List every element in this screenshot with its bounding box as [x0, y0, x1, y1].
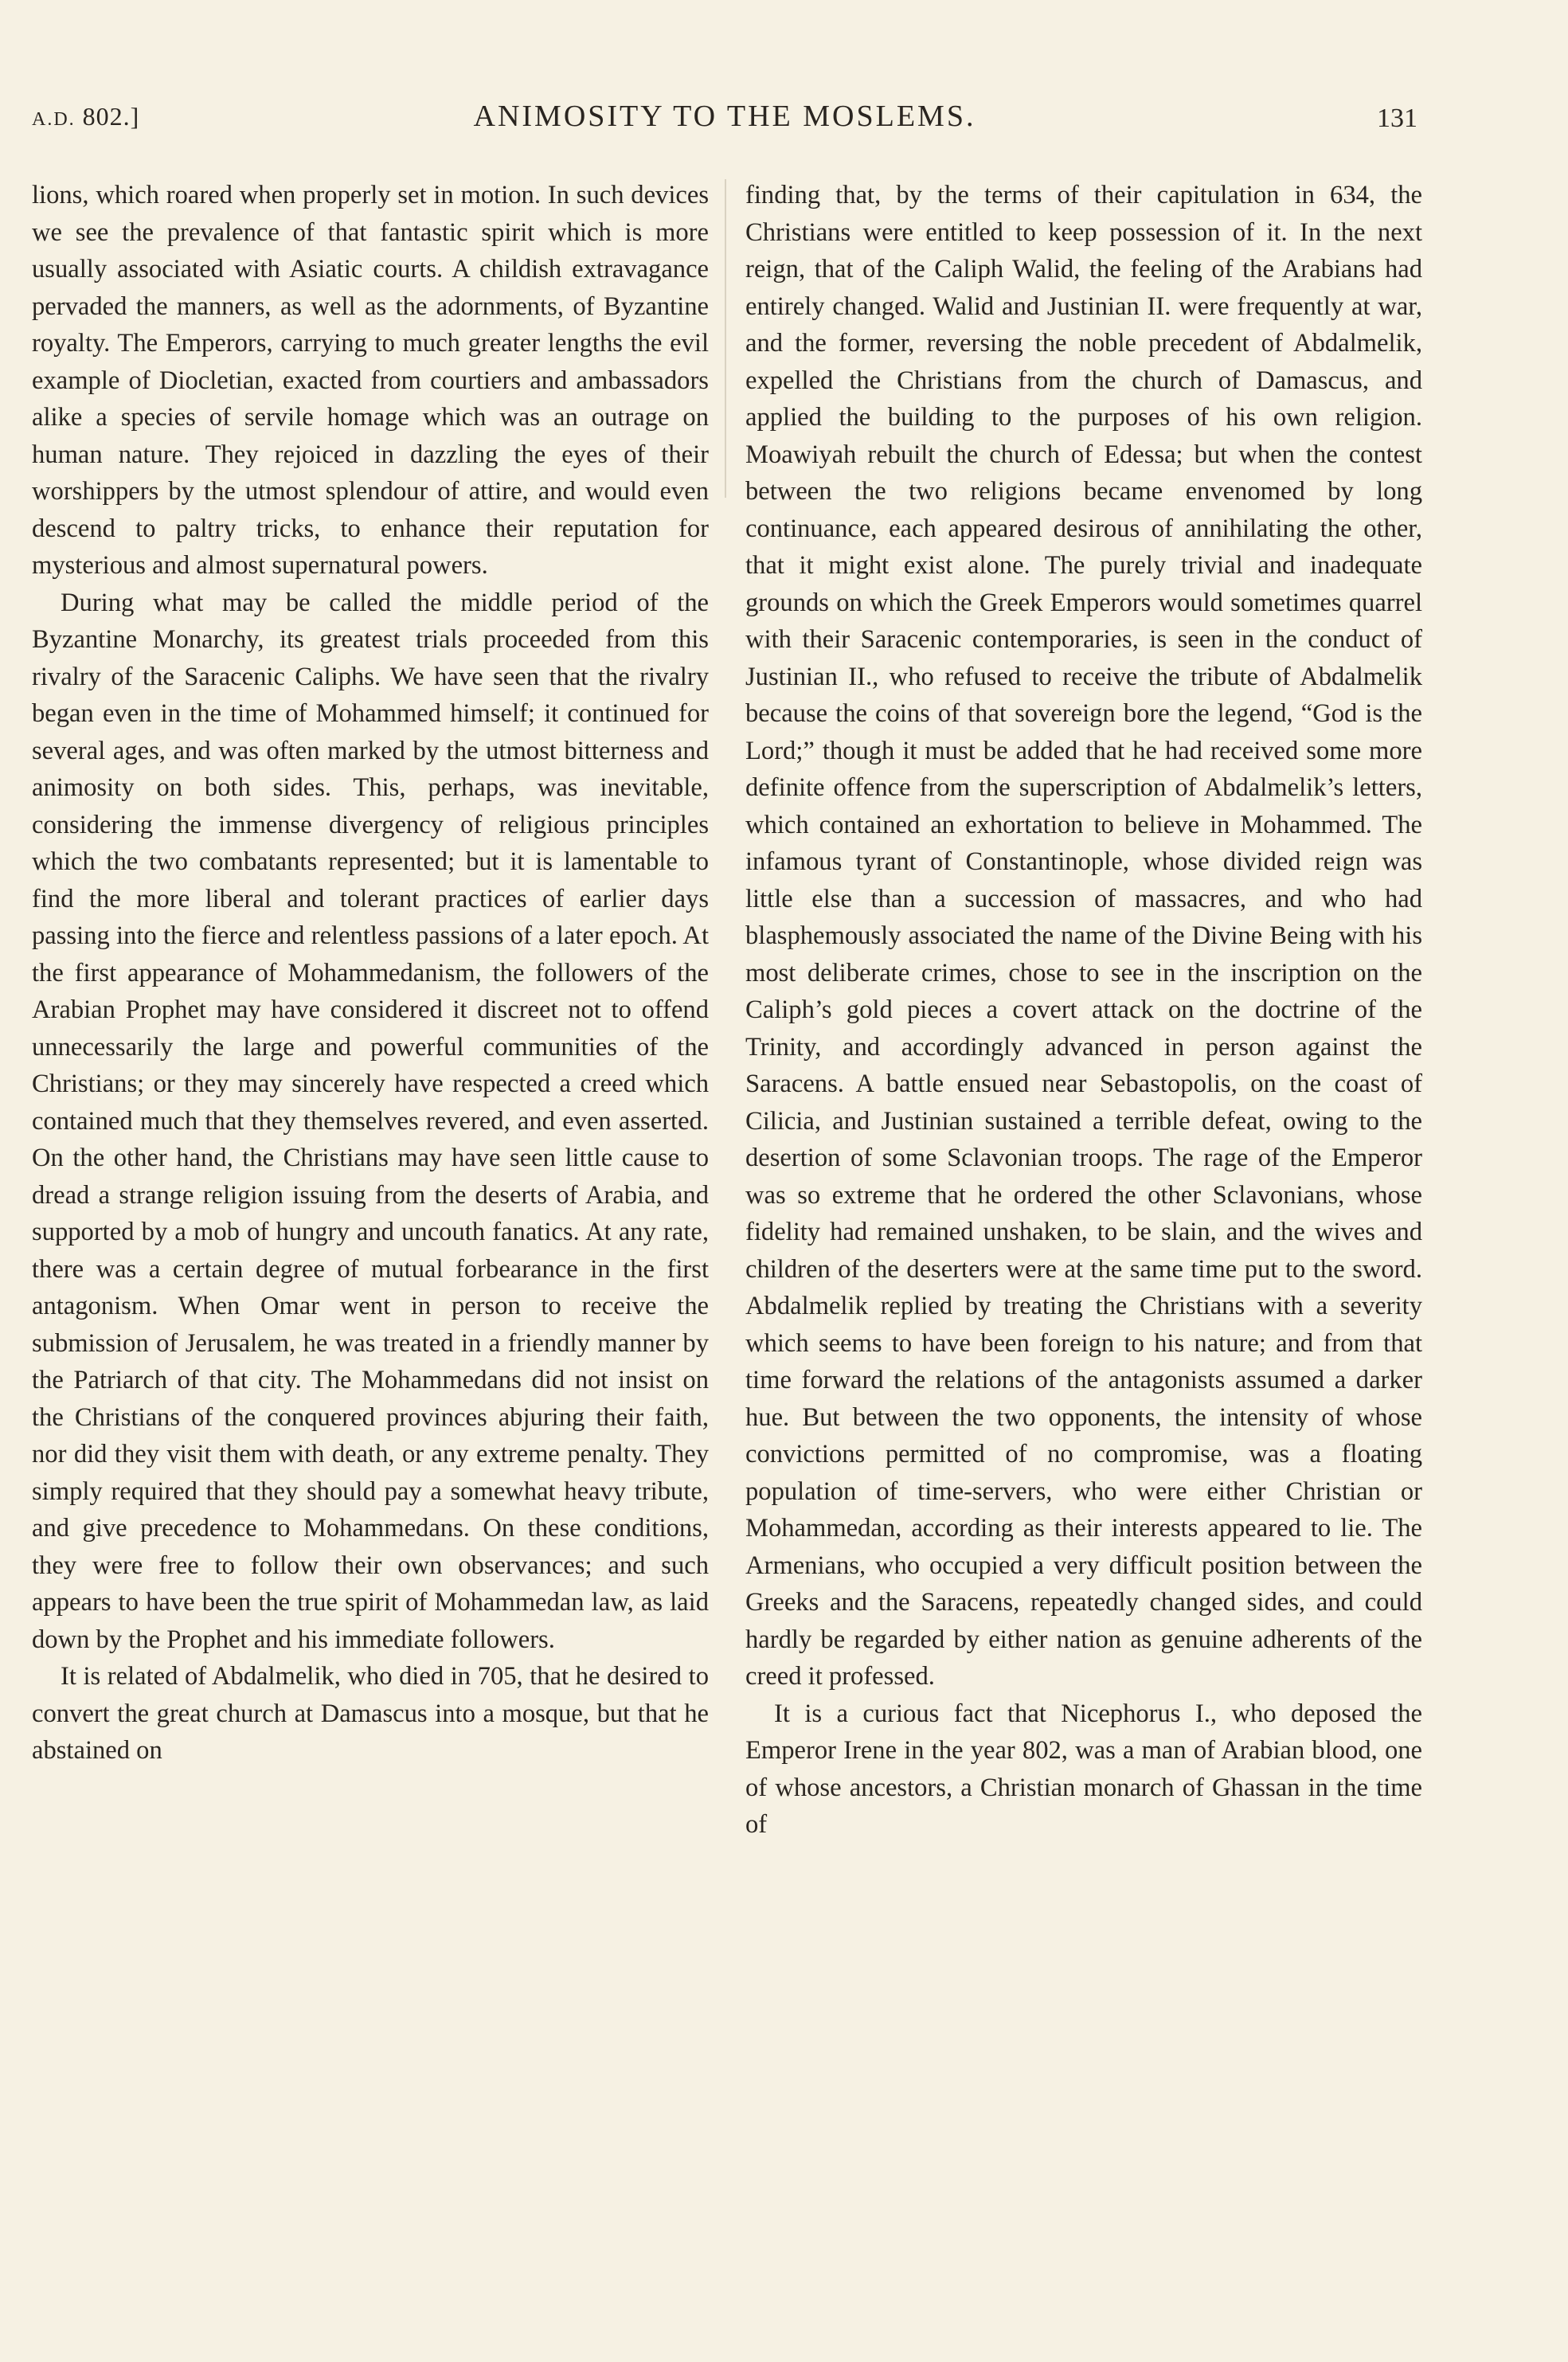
paragraph: It is related of Abdalmelik, who died in 705, that he desired to convert the great church at Damascus into a mosque, but that he abstained on: [32, 1662, 709, 1765]
header-era-label: A.D.: [32, 109, 76, 130]
paragraph: It is a curious fact that Nicephorus I., who deposed the Emperor Irene in the year 802, was a man of Arabian blood, one of whose ancestors, a Christian monarch of Ghassan in the time of: [745, 1699, 1422, 1839]
left-column: [32, 177, 709, 1770]
paragraph: lions, which roared when properly set in motion. In such devices we see the prevalence of that fantastic spirit which is more usually associated with Asiatic courts. A childish extravagance pervaded the manners, as well as the adornments, of Byzantine royalty. The Emperors, carrying to much greater lengths the evil example of Diocletian, exacted from courtiers and ambassadors alike a species of servile homage which was an outrage on human nature. They rejoiced in dazzling the eyes of their worshippers by the utmost splendour of attire, and would even descend to paltry tricks, to enhance their reputation for mysterious and almost supernatural powers.: [32, 181, 709, 580]
header-year: 802.]: [82, 102, 140, 131]
paragraph: finding that, by the terms of their capitulation in 634, the Christians were entitled to keep possession of it. In the next reign, that of the Caliph Walid, the feeling of the Arabians had entirely changed. Walid and Justinian II. were frequently at war, and the former, reversing the noble precedent of Abdalmelik, expelled the Christians from the church of Damascus, and applied the building to the purposes of his own religion. Moawiyah rebuilt the church of Edessa; but when the contest between the two religions became envenomed by long continuance, each appeared desirous of annihilating the other, that it might exist alone. The purely trivial and inadequate grounds on which the Greek Emperors would sometimes quarrel with their Saracenic contemporaries, is seen in the conduct of Justinian II., who refused to receive the tribute of Abdalmelik because the coins of that sovereign bore the legend, “God is the Lord;” though it must be added that he had received some more definite offence from the superscription of Abdalmelik’s letters, which contained an exhortation to believe in Mohammed. The infamous tyrant of Constantinople, whose divided reign was little else than a succession of massacres, and who had blasphemously associated the name of the Divine Being with his most deliberate crimes, chose to see in the inscription on the Caliph’s gold pieces a covert attack on the doctrine of the Trinity, and accordingly advanced in person against the Saracens. A battle ensued near Sebastopolis, on the coast of Cilicia, and Justinian sustained a terrible defeat, owing to the desertion of some Sclavonian troops. The rage of the Emperor was so extreme that he ordered the other Sclavonians, whose fidelity had remained unshaken, to be slain, and the wives and children of the deserters were at the same time put to the sword. Abdalmelik replied by treating the Christians with a severity which seems to have been foreign to his nature; and from that time forward the relations of the antagonists assumed a darker hue. But between the two opponents, the intensity of whose convictions permitted of no compromise, was a floating population of time-servers, who were either Christian or Mohammedan, according as their interests appeared to lie. The Armenians, who occupied a very difficult position between the Greeks and the Saracens, repeatedly changed sides, and could hardly be regarded by either nation as genuine adherents of the creed it professed.: [745, 181, 1422, 1691]
column-rule: [725, 179, 726, 498]
right-column: [745, 177, 1422, 1844]
page-number: 131: [1377, 104, 1417, 133]
running-title: ANIMOSITY TO THE MOSLEMS.: [473, 100, 976, 133]
running-header: [32, 97, 1417, 153]
paragraph: During what may be called the middle period of the Byzantine Monarchy, its greatest trials proceeded from this rivalry of the Saracenic Caliphs. We have seen that the rivalry began even in the time of Mohammed himself; it continued for several ages, and was often marked by the utmost bitterness and animosity on both sides. This, perhaps, was inevitable, considering the immense divergency of religious principles which the two combatants represented; but it is lamentable to find the more liberal and tolerant practices of earlier days passing into the fierce and relentless passions of a later epoch. At the first appearance of Mohammedanism, the followers of the Arabian Prophet may have considered it discreet not to offend unnecessarily the large and powerful communities of the Christians; or they may sincerely have respected a creed which contained much that they themselves revered, and even asserted. On the other hand, the Christians may have seen little cause to dread a strange religion issuing from the deserts of Arabia, and supported by a mob of hungry and uncouth fanatics. At any rate, there was a certain degree of mutual forbearance in the first antagonism. When Omar went in person to receive the submission of Jerusalem, he was treated in a friendly manner by the Patriarch of that city. The Mohammedans did not insist on the Christians of the conquered provinces abjuring their faith, nor did they visit them with death, or any extreme penalty. They simply required that they should pay a somewhat heavy tribute, and give precedence to Mohammedans. On these conditions, they were free to follow their own observances; and such appears to have been the true spirit of Mohammedan law, as laid down by the Prophet and his immediate followers.: [32, 588, 709, 1654]
